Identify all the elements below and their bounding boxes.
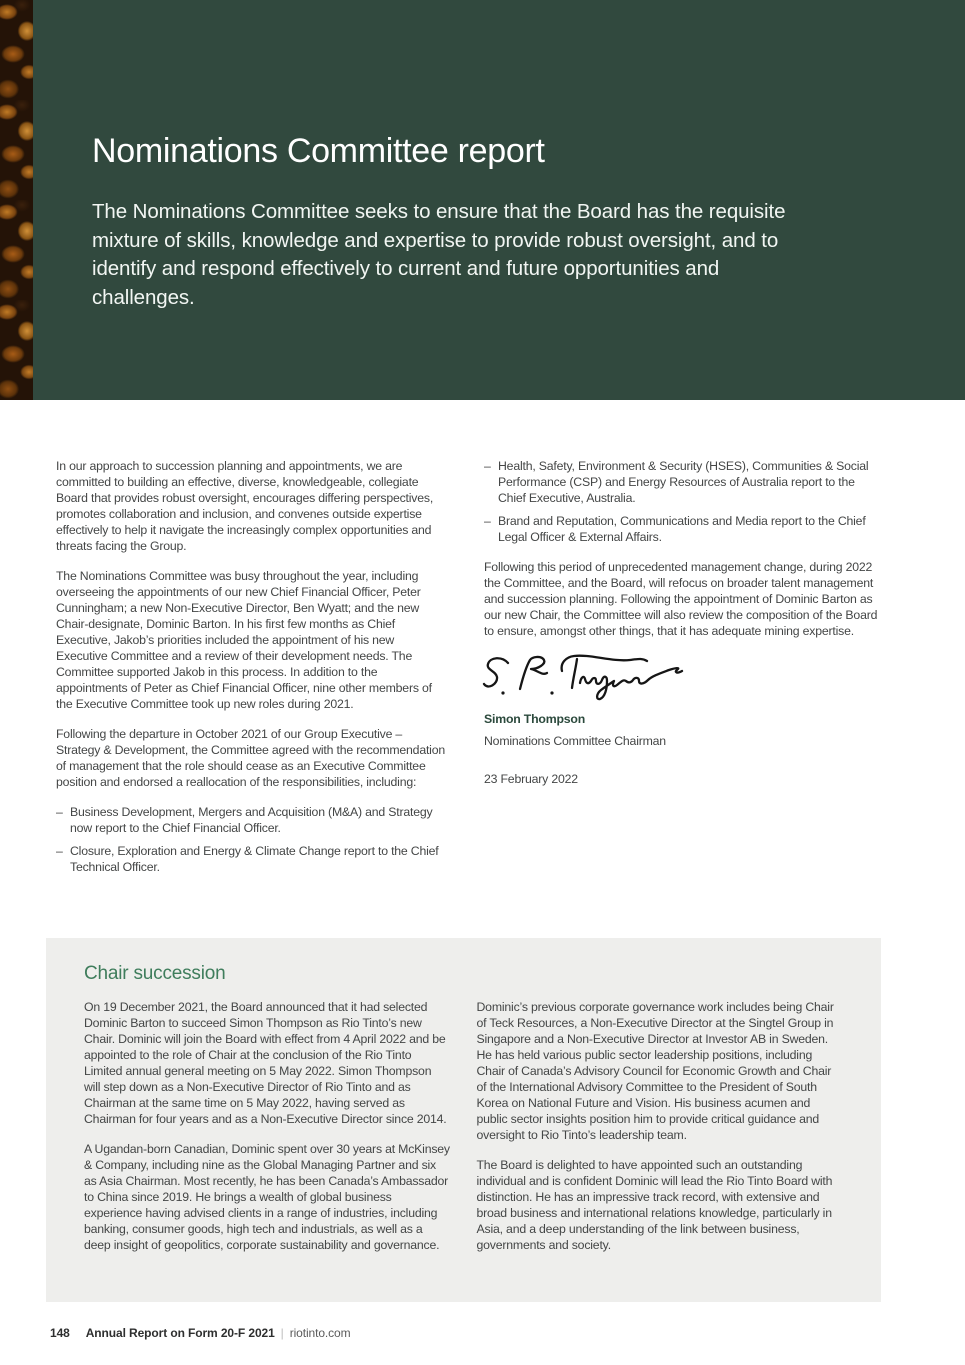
- paragraph: Following the departure in October 2021 of our Group Executive – Strategy & Development, the Committee agreed with the recommendation of management that the role should cease as an Executive Committee position and endorsed a reallocation of the responsibilities, including:: [56, 727, 445, 789]
- paragraph: A Ugandan-born Canadian, Dominic spent over 30 years at McKinsey & Company, including nine as the Global Managing Partner and six as Asia Chairman. Most recently, he has been Canada’s Ambassador to China since 2019. He brings a wealth of global business experience having advised clients in a range of industries, including banking, consumer goods, high tech and industrials, as well as a deep insight of geopolitics, corporate sustainability and governance.: [84, 1142, 450, 1252]
- paragraph: On 19 December 2021, the Board announced that it had selected Dominic Barton to succeed Simon Thompson as Rio Tinto’s new Chair. Dominic will join the Board with effect from 4 April 2022 and be appointed to the role of Chair at the conclusion of the Rio Tinto Limited annual general meeting on 5 May 2022. Simon Thompson will step down as a Non-Executive Director of Rio Tinto and as Chairman at the same time on 5 May 2022, having served as Chairman for four years and as a Non-Executive Director since 2014.: [84, 1000, 447, 1126]
- ore-texture-image: [0, 0, 33, 400]
- bullet-dash: –: [484, 514, 491, 528]
- header-intro: The Nominations Committee seeks to ensure that the Board has the requisite mixture of skills, knowledge and expertise to provide robust oversight, and to identify and respond effectively to current and future opportunities and challenges.: [92, 200, 786, 309]
- paragraph: In our approach to succession planning and appointments, we are committed to building an effective, diverse, knowledgeable, collegiate Board that provides robust oversight, encourages differing perspectives, promotes collaboration and inclusion, and convenes outside expertise effectively to help it navigate the increasingly complex opportunities and threats facing the Group.: [56, 459, 434, 553]
- header-band: [0, 0, 965, 400]
- paragraph: Following this period of unprecedented management change, during 2022 the Committee, and the Board, will refocus on broader talent management and succession planning. Following the appointment of Dominic Barton as our new Chair, the Committee will also review the composition of the Board to ensure, amongst other things, that it has adequate mining expertise.: [484, 560, 878, 638]
- bullet-dash: –: [56, 805, 63, 819]
- main-left-column: [56, 458, 448, 889]
- main-right-column: [484, 458, 880, 787]
- bullet-dash: –: [56, 844, 63, 858]
- signature-date: 23 February 2022: [484, 772, 578, 786]
- signatory-name: Simon Thompson: [484, 712, 586, 726]
- list-item-text: Business Development, Mergers and Acquisition (M&A) and Strategy now report to the Chief Financial Officer.: [70, 805, 433, 835]
- page-footer: [50, 1326, 351, 1340]
- list-item-text: Brand and Reputation, Communications and Media report to the Chief Legal Officer & External Affairs.: [498, 514, 866, 544]
- chair-succession-heading: Chair succession: [84, 963, 226, 984]
- footer-separator: |: [280, 1326, 284, 1340]
- chair-left-column: [84, 999, 451, 1267]
- list-item-text: Closure, Exploration and Energy & Climate Change report to the Chief Technical Officer.: [70, 844, 439, 874]
- signature-image: [480, 653, 695, 705]
- list-item: [56, 843, 448, 875]
- bullet-dash: –: [484, 459, 491, 473]
- paragraph: Dominic’s previous corporate governance work includes being Chair of Teck Resources, a Non-Executive Director at the Singtel Group in Singapore and a Non-Executive Director at Investor AB in Sweden. He has held various public sector leadership positions, including Chair of Canada’s Advisory Council for Economic Growth and Chair of the International Advisory Committee to the President of South Korea on National Future and Vision. His business acumen and public sector insights position him to provide critical guidance and oversight to Rio Tinto’s leadership team.: [476, 1000, 834, 1142]
- signatory-role: Nominations Committee Chairman: [484, 734, 666, 748]
- list-item: [56, 804, 448, 836]
- page-title: Nominations Committee report: [92, 132, 545, 170]
- chair-succession-box: [46, 938, 881, 1302]
- paragraph: The Nominations Committee was busy throughout the year, including overseeing the appointments of our new Chief Financial Officer, Peter Cunningham; a new Non-Executive Director, Ben Wyatt; and the new Chair-designate, Dominic Barton. In his first few months as Chief Executive, Jakob’s priorities included the appointment of his new Executive Committee and a review of their development needs. The Committee supported Jakob in this process. In addition to the appointments of Peter as Chief Financial Officer, nine other members of the Executive Committee took up new roles during 2021.: [56, 569, 432, 711]
- bullet-list: [56, 804, 448, 875]
- list-item: [484, 513, 880, 545]
- chair-succession-columns: [84, 999, 843, 1267]
- footer-website-link[interactable]: riotinto.com: [289, 1326, 351, 1340]
- paragraph: The Board is delighted to have appointed such an outstanding individual and is confident Dominic will lead the Rio Tinto Board with distinction. He has an impressive track record, with extensive and broad business and international relations knowledge, particularly in Asia, and a deep understanding of the link between business, governments and society.: [476, 1158, 833, 1252]
- footer-document-title: Annual Report on Form 20-F 2021: [85, 1326, 275, 1340]
- chair-right-column: [477, 999, 844, 1267]
- list-item: [484, 458, 880, 506]
- bullet-list: [484, 458, 880, 545]
- list-item-text: Health, Safety, Environment & Security (HSES), Communities & Social Performance (CSP) and Energy Resources of Australia report to the Chief Executive, Australia.: [498, 459, 869, 505]
- page-number: 148: [50, 1326, 70, 1340]
